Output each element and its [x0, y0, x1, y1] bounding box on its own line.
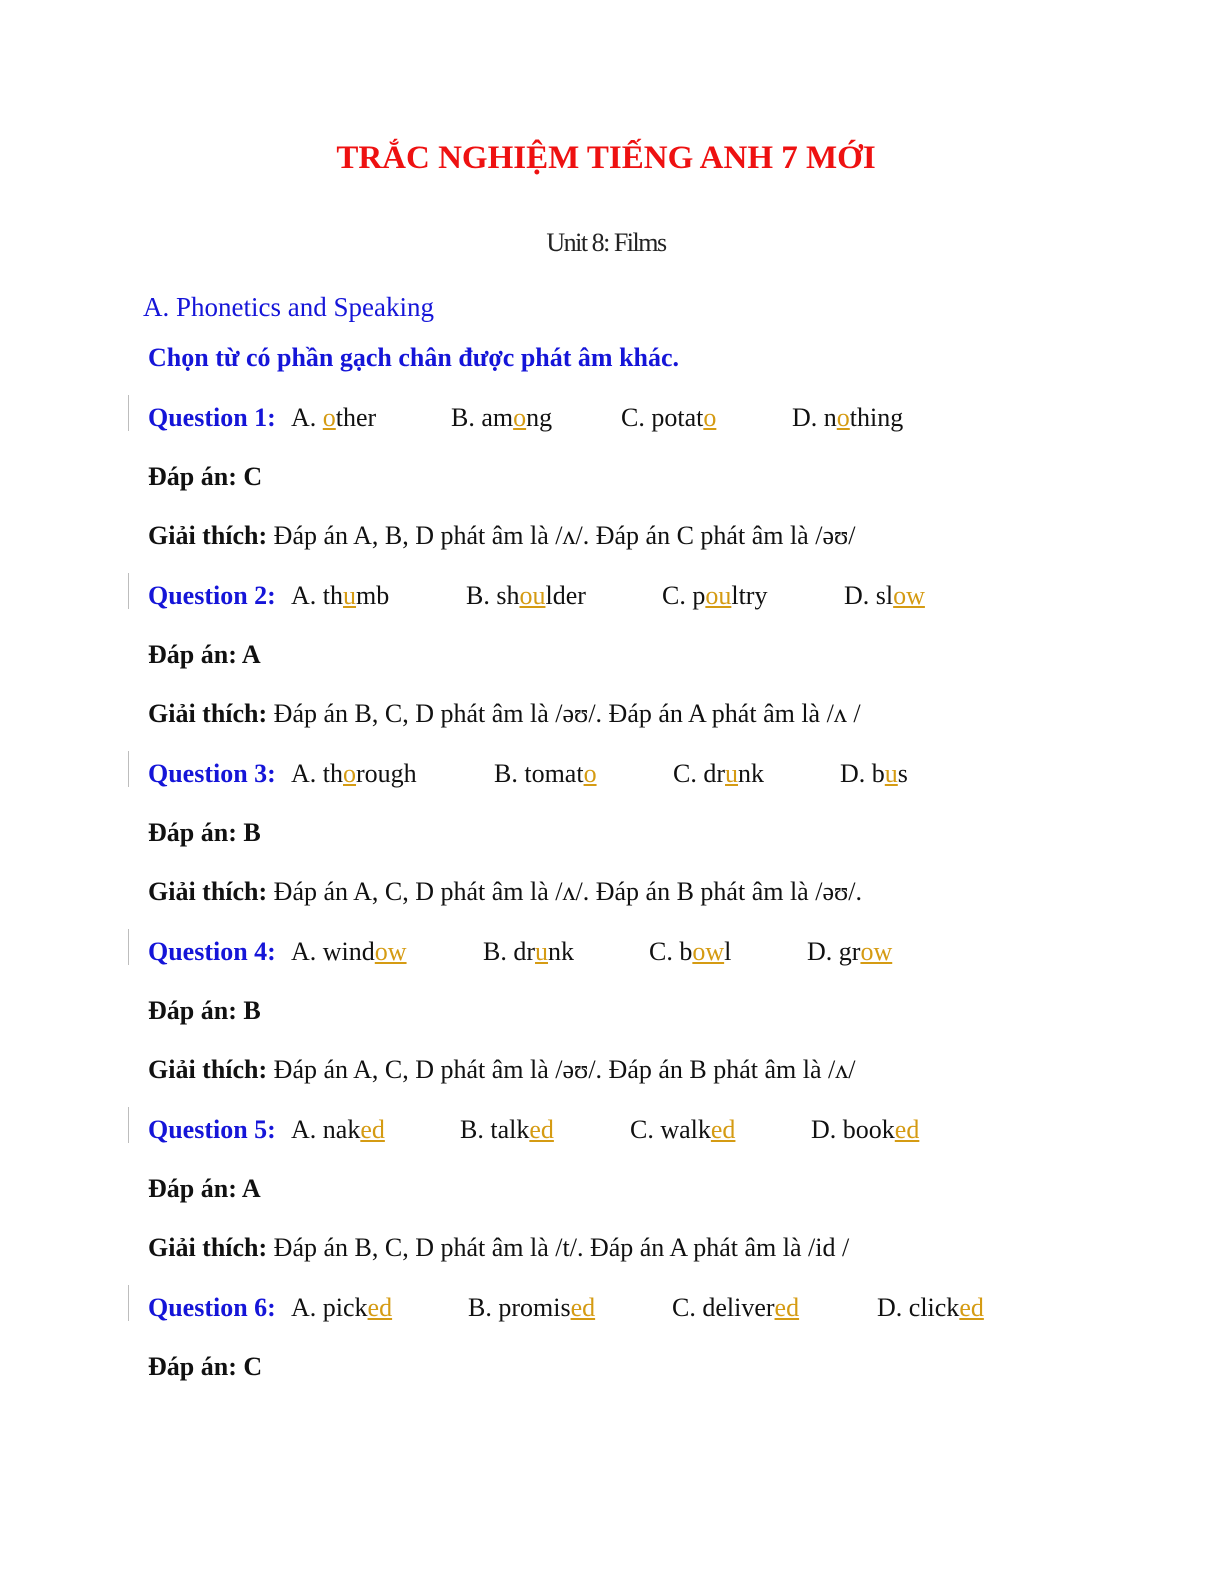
answer-option	[466, 579, 586, 613]
option-word-part: dr	[513, 937, 536, 966]
answer-value: A	[241, 1174, 261, 1203]
answer-option	[291, 1113, 385, 1147]
explanation-line	[148, 875, 862, 909]
underlined-sound: u	[725, 759, 739, 788]
question-label: Question 2:	[148, 581, 276, 610]
explanation-line	[148, 1231, 849, 1265]
answer-option	[494, 757, 597, 791]
explanation-line	[148, 697, 861, 731]
answer-label: Đáp án:	[148, 1352, 244, 1381]
option-letter: A.	[291, 581, 323, 610]
option-word-part: p	[692, 581, 706, 610]
underlined-sound: ow	[692, 937, 725, 966]
answer-option	[291, 935, 407, 969]
answer-label: Đáp án:	[148, 1174, 242, 1203]
underlined-sound: ow	[893, 581, 925, 610]
answer-value: A	[241, 640, 261, 669]
option-letter: B.	[451, 403, 482, 432]
underlined-sound: o	[513, 403, 527, 432]
question-line	[148, 401, 1048, 435]
answer-option	[811, 1113, 919, 1147]
option-word-part: s	[897, 759, 908, 788]
option-word-part: thing	[849, 403, 904, 432]
question-line	[148, 1291, 1048, 1325]
underlined-sound: ed	[894, 1115, 920, 1144]
question-line	[148, 1113, 1048, 1147]
option-word-part: sl	[875, 581, 894, 610]
answer-value: C	[243, 1352, 263, 1381]
underlined-sound: ou	[705, 581, 732, 610]
option-word-part: deliver	[702, 1293, 775, 1322]
option-letter: C.	[621, 403, 652, 432]
option-word-part: ther	[335, 403, 377, 432]
option-letter: A.	[291, 403, 323, 432]
question-label: Question 4:	[148, 937, 276, 966]
option-letter: D.	[792, 403, 824, 432]
option-word-part: book	[842, 1115, 895, 1144]
underlined-sound: ed	[367, 1293, 393, 1322]
option-letter: B.	[466, 581, 497, 610]
answer-option	[807, 935, 892, 969]
option-word-part: l	[724, 937, 732, 966]
underlined-sound: ed	[360, 1115, 385, 1144]
option-word-part: tomat	[524, 759, 584, 788]
option-word-part: th	[322, 581, 344, 610]
answer-option	[291, 757, 417, 791]
explanation-line	[148, 519, 855, 553]
answer-line	[148, 1350, 262, 1384]
option-letter: C.	[672, 1293, 703, 1322]
unit-subtitle: Unit 8: Films	[546, 228, 666, 257]
option-word-part: potat	[651, 403, 704, 432]
answer-line	[148, 994, 261, 1028]
question-label: Question 5:	[148, 1115, 276, 1144]
underlined-sound: ed	[959, 1293, 984, 1322]
option-letter: D.	[807, 937, 839, 966]
option-word-part: b	[679, 937, 693, 966]
option-word-part: am	[481, 403, 514, 432]
explanation-label: Giải thích:	[148, 877, 274, 906]
explanation-text: Đáp án A, C, D phát âm là /əʊ/. Đáp án B phát âm là /ʌ/	[273, 1055, 856, 1084]
section-heading: A. Phonetics and Speaking	[143, 292, 434, 322]
answer-line	[148, 638, 261, 672]
question-line	[148, 757, 1048, 791]
option-word-part: ng	[526, 403, 553, 432]
question-label: Question 6:	[148, 1293, 276, 1322]
explanation-label: Giải thích:	[148, 521, 274, 550]
underlined-sound: o	[322, 403, 336, 432]
option-letter: D.	[844, 581, 876, 610]
option-letter: A.	[291, 1115, 323, 1144]
explanation-line	[148, 1053, 855, 1087]
option-letter: C.	[649, 937, 680, 966]
option-word-part: pick	[322, 1293, 368, 1322]
underlined-sound: u	[343, 581, 357, 610]
option-letter: A.	[291, 1293, 323, 1322]
option-word-part: wind	[322, 937, 375, 966]
answer-label: Đáp án:	[148, 818, 244, 847]
answer-option	[468, 1291, 595, 1325]
answer-option	[792, 401, 903, 435]
answer-label: Đáp án:	[148, 640, 242, 669]
option-word-part: n	[823, 403, 837, 432]
question-label: Question 3:	[148, 759, 276, 788]
option-letter: D.	[840, 759, 872, 788]
underlined-sound: ou	[519, 581, 546, 610]
explanation-text: Đáp án B, C, D phát âm là /əʊ/. Đáp án A phát âm là /ʌ /	[273, 699, 861, 728]
answer-option	[672, 1291, 799, 1325]
option-letter: B.	[460, 1115, 491, 1144]
underlined-sound: ed	[710, 1115, 736, 1144]
question-line	[148, 935, 1048, 969]
answer-option	[291, 1291, 392, 1325]
option-word-part: click	[908, 1293, 960, 1322]
option-letter: A.	[291, 937, 323, 966]
option-letter: C.	[630, 1115, 661, 1144]
option-word-part: lder	[545, 581, 586, 610]
answer-option	[621, 401, 716, 435]
underlined-sound: o	[343, 759, 357, 788]
explanation-label: Giải thích:	[148, 699, 274, 728]
answer-value: B	[243, 996, 261, 1025]
answer-label: Đáp án:	[148, 462, 244, 491]
answer-option	[673, 757, 764, 791]
option-word-part: dr	[703, 759, 726, 788]
option-word-part: th	[322, 759, 344, 788]
underlined-sound: o	[583, 759, 597, 788]
option-word-part: nk	[548, 937, 575, 966]
explanation-label: Giải thích:	[148, 1233, 274, 1262]
option-word-part: rough	[356, 759, 417, 788]
answer-option	[630, 1113, 735, 1147]
option-word-part: walk	[660, 1115, 711, 1144]
underlined-sound: o	[836, 403, 850, 432]
option-word-part: nk	[738, 759, 765, 788]
explanation-text: Đáp án A, B, D phát âm là /ʌ/. Đáp án C phát âm là /əʊ/	[273, 521, 856, 550]
answer-line	[148, 816, 261, 850]
option-letter: A.	[291, 759, 323, 788]
option-word-part: promis	[498, 1293, 571, 1322]
option-word-part: talk	[490, 1115, 530, 1144]
question-label: Question 1:	[148, 403, 276, 432]
option-letter: B.	[483, 937, 514, 966]
answer-label: Đáp án:	[148, 996, 244, 1025]
underlined-sound: ow	[374, 937, 407, 966]
option-word-part: b	[871, 759, 885, 788]
answer-value: C	[243, 462, 263, 491]
answer-option	[844, 579, 925, 613]
underlined-sound: ed	[570, 1293, 596, 1322]
answer-line	[148, 460, 262, 494]
option-word-part: sh	[496, 581, 520, 610]
option-letter: D.	[811, 1115, 843, 1144]
answer-value: B	[243, 818, 261, 847]
answer-option	[483, 935, 574, 969]
option-word-part: nak	[322, 1115, 361, 1144]
answer-option	[649, 935, 731, 969]
question-line	[148, 579, 1048, 613]
answer-option	[877, 1291, 984, 1325]
underlined-sound: ed	[529, 1115, 554, 1144]
explanation-text: Đáp án A, C, D phát âm là /ʌ/. Đáp án B phát âm là /əʊ/.	[273, 877, 862, 906]
option-word-part: mb	[356, 581, 390, 610]
option-word-part: gr	[838, 937, 861, 966]
option-letter: C.	[673, 759, 704, 788]
option-letter: B.	[468, 1293, 499, 1322]
underlined-sound: ow	[860, 937, 893, 966]
explanation-text: Đáp án B, C, D phát âm là /t/. Đáp án A phát âm là /id /	[273, 1233, 850, 1262]
underlined-sound: ed	[774, 1293, 800, 1322]
option-letter: B.	[494, 759, 525, 788]
option-word-part: ltry	[731, 581, 768, 610]
answer-option	[662, 579, 767, 613]
answer-option	[291, 579, 389, 613]
answer-line	[148, 1172, 261, 1206]
document-title: TRẮC NGHIỆM TIẾNG ANH 7 MỚI	[336, 140, 876, 176]
answer-option	[460, 1113, 554, 1147]
answer-option	[451, 401, 552, 435]
option-letter: C.	[662, 581, 693, 610]
instruction-text: Chọn từ có phần gạch chân được phát âm khác.	[148, 343, 680, 372]
underlined-sound: u	[535, 937, 549, 966]
option-letter: D.	[877, 1293, 909, 1322]
underlined-sound: o	[703, 403, 717, 432]
answer-option	[291, 401, 376, 435]
explanation-label: Giải thích:	[148, 1055, 274, 1084]
answer-option	[840, 757, 908, 791]
underlined-sound: u	[884, 759, 898, 788]
